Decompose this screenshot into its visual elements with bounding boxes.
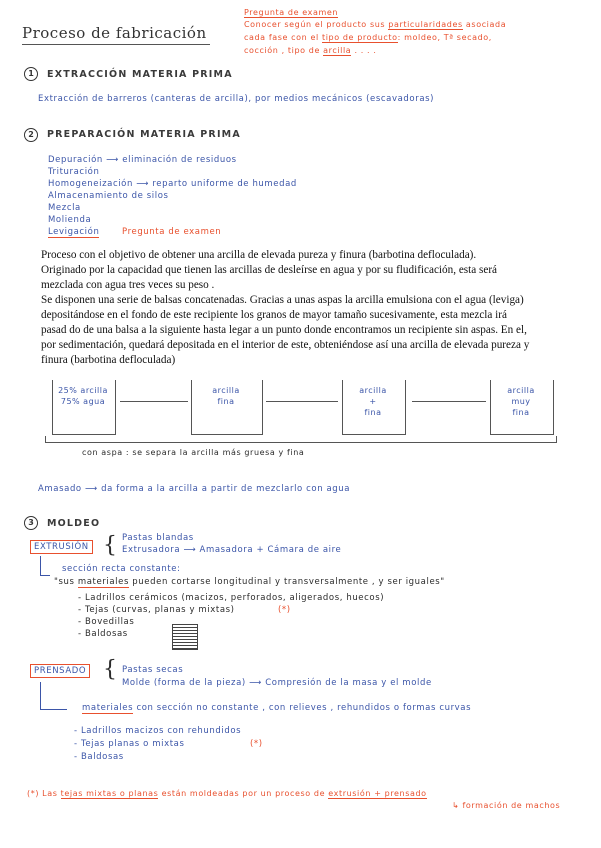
levigacion-paragraph-1: Proceso con el objetivo de obtener una arcilla de elevada pureza y finura (barbotina defloculada). <box>41 249 477 261</box>
extrusion-section: sección recta constante: <box>62 564 181 574</box>
levigacion-exam-note: Pregunta de examen <box>122 227 222 237</box>
extrusion-tejas-star: (*) <box>278 605 291 615</box>
extrusion-item-1: - Ladrillos cerámicos (macizos, perforados, aligerados, huecos) <box>78 593 385 603</box>
amasado-line: Amasado ⟶ da forma a la arcilla a partir de mezclarlo con agua <box>38 484 351 494</box>
section-3-title: MOLDEO <box>47 518 101 529</box>
prensado-item-2: - Tejas planas o mixtas <box>74 739 185 749</box>
extrusion-item-4: - Baldosas <box>78 629 128 639</box>
footnote: (*) Las tejas mixtas o planas están moldeadas por un proceso de extrusión + prensado <box>27 789 427 798</box>
extrusion-quote: "sus materiales pueden cortarse longitudinal y transversalmente , y ser iguales" <box>54 577 445 587</box>
prep-step-6: Molienda <box>48 215 92 225</box>
levigacion-paragraph-2a: Originado por la capacidad que tienen las arcillas de desleírse en agua y por su fludificación, esta será <box>41 264 498 276</box>
connector-2 <box>266 401 338 402</box>
prensado-line-1: Pastas secas <box>122 665 184 675</box>
extrusion-item-2: - Tejas (curvas, planas y mixtas) <box>78 605 235 615</box>
levigacion-paragraph-3e: finura (barbotina defloculada) <box>41 354 176 366</box>
prensado-tejas-star: (*) <box>250 739 263 749</box>
prensado-line-2: Molde (forma de la pieza) ⟶ Compresión de la masa y el molde <box>122 678 432 688</box>
levigacion-paragraph-2b: mezclada con agua tres veces su peso . <box>41 279 215 291</box>
tank-2-label: arcilla fina <box>212 386 240 406</box>
connector-1 <box>120 401 188 402</box>
diagram-caption: con aspa : se separa la arcilla más gruesa y fina <box>82 448 305 457</box>
extrusion-line-2: Extrusadora ⟶ Amasadora + Cámara de aire <box>122 545 342 555</box>
extrusion-line-1: Pastas blandas <box>122 533 194 543</box>
prensado-brace: { <box>103 657 117 682</box>
prep-step-1: Depuración ⟶ eliminación de residuos <box>48 155 237 165</box>
levigacion-paragraph-3b: depositándose en el fondo de este recipiente los granos de mayor tamaño sucesivamente, esta mezcla irá <box>41 309 507 321</box>
section-3-number: 3 <box>24 516 38 530</box>
extrusion-item-3: - Bovedillas <box>78 617 135 627</box>
prensado-materiales: materiales con sección no constante , con relieves , rehundidos o formas curvas <box>82 703 472 713</box>
footnote-formacion: ↳ formación de machos <box>452 801 561 810</box>
connector-3 <box>412 401 486 402</box>
title-underline <box>22 44 210 45</box>
exam-note-line3: cocción , tipo de arcilla . . . . <box>244 46 377 55</box>
levigacion-paragraph-3a: Se disponen una serie de balsas concatenadas. Gracias a unas aspas la arcilla emulsiona con el agua (leviga) <box>41 294 524 306</box>
page-title: Proceso de fabricación <box>22 24 207 42</box>
extrusion-tree-line <box>40 556 50 576</box>
exam-note-heading: Pregunta de examen <box>244 8 339 17</box>
tank-4-label: arcilla muy fina <box>507 386 535 417</box>
prep-step-5: Mezcla <box>48 203 81 213</box>
prensado-tree-line <box>40 682 67 710</box>
extrusion-brace: { <box>103 533 117 558</box>
levigacion-paragraph-3c: pasad do de una balsa a la siguiente hasta legar a un punto donde encontramos un recipiente sin aspas. En el, <box>41 324 527 336</box>
levigacion-label: Levigación <box>48 227 100 237</box>
prensado-item-1: - Ladrillos macizos con rehundidos <box>74 726 242 736</box>
tank-1-label: 25% arcilla 75% agua <box>58 386 108 406</box>
prep-step-2: Trituración <box>48 167 100 177</box>
prep-step-3: Homogeneización ⟶ reparto uniforme de humedad <box>48 179 297 189</box>
section-1-number: 1 <box>24 67 38 81</box>
levigacion-paragraph-3d: por sedimentación, quedará depositada en el interior de este, obteniéndose así una arcilla de elevada pureza y <box>41 339 530 351</box>
exam-note-line2: cada fase con el tipo de producto: moldeo, Tª secado, <box>244 33 492 42</box>
tank-3-label: arcilla + fina <box>359 386 387 417</box>
diagram-bracket <box>45 436 557 443</box>
prep-step-4: Almacenamiento de silos <box>48 191 169 201</box>
baldosa-sketch <box>172 624 198 650</box>
section-2-title: PREPARACIÓN MATERIA PRIMA <box>47 129 241 140</box>
section-1-text: Extracción de barreros (canteras de arcilla), por medios mecánicos (escavadoras) <box>38 94 435 104</box>
extrusion-label: EXTRUSIÓN <box>30 540 93 554</box>
section-1-title: EXTRACCIÓN MATERIA PRIMA <box>47 69 233 80</box>
prensado-item-3: - Baldosas <box>74 752 124 762</box>
exam-note-line1: Conocer según el producto sus particularidades asociada <box>244 20 507 29</box>
prensado-label: PRENSADO <box>30 664 90 678</box>
section-2-number: 2 <box>24 128 38 142</box>
